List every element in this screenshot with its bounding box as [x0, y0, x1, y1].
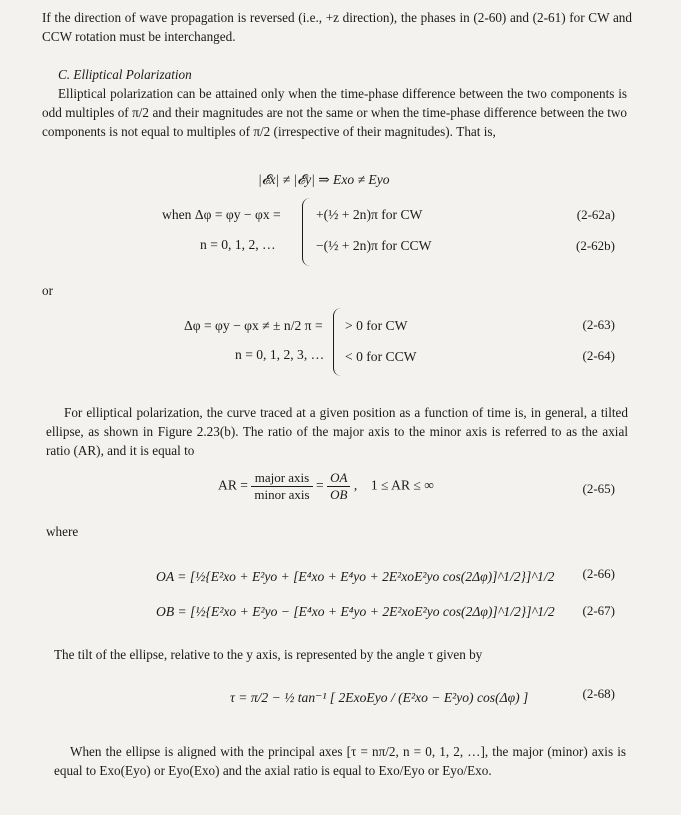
eq65	[218, 470, 434, 503]
eq65-num-oa: OA	[327, 470, 350, 487]
eq62-lhs-line2: n = 0, 1, 2, …	[200, 237, 276, 252]
eq64-rhs: < 0 for CCW	[345, 349, 417, 364]
eq63-number: (2-63)	[582, 317, 615, 332]
eq62-brace	[302, 198, 313, 266]
axial-ratio-paragraph: For elliptical polarization, the curve traced at a given position as a function of time is, in general, a tilted ellipse, as shown in Figure 2.23(b). The ratio of the major axis to the minor axis is referred to as the axial ratio (AR), and it is equal to	[46, 405, 628, 458]
intro-paragraph: If the direction of wave propagation is reversed (i.e., +z direction), the phases in (2-60) and (2-61) for CW and CCW rotation must be interchanged.	[42, 10, 632, 44]
section-heading: C. Elliptical Polarization	[58, 67, 192, 82]
eq65-comma: ,	[353, 477, 368, 493]
eq63-lhs-line1: Δφ = φy − φx ≠ ± n/2 π =	[184, 318, 323, 333]
eq68-number: (2-68)	[582, 686, 615, 701]
eq62-lhs-line1: when Δφ = φy − φx =	[162, 207, 281, 222]
eq65-den-minor: minor axis	[254, 487, 310, 502]
eq65-den-ob: OB	[330, 487, 348, 502]
eq65-frac-words	[251, 470, 312, 503]
eq62b-number: (2-62b)	[576, 238, 615, 253]
final-paragraph: When the ellipse is aligned with the principal axes [τ = nπ/2, n = 0, 1, 2, …], the major (minor) axis is equal to Exo(Eyo) or Eyo(Exo) and the axial ratio is equal to Exo/Eyo or Eyo/Exo.	[54, 744, 626, 778]
tilt-paragraph: The tilt of the ellipse, relative to the y axis, is represented by the angle τ given by	[54, 647, 483, 662]
eq65-range: 1 ≤ AR ≤ ∞	[370, 477, 434, 493]
eq65-equals: =	[316, 477, 324, 493]
eq67: OB = [½{E²xo + E²yo − [E⁴xo + E⁴yo + 2E²xoE²yo cos(2Δφ)]^1/2}]^1/2	[156, 604, 555, 619]
eq65-num-major: major axis	[251, 470, 312, 487]
where-label: where	[46, 524, 79, 539]
section-paragraph: Elliptical polarization can be attained only when the time-phase difference between the two components is odd multiples of π/2 and their magnitudes are not the same or when the time-phase difference between the two components is not equal to multiples of π/2 (irrespective of their magnitudes). That is,	[42, 86, 627, 139]
eq62a-number: (2-62a)	[576, 207, 615, 222]
eq66: OA = [½{E²xo + E²yo + [E⁴xo + E⁴yo + 2E²xoE²yo cos(2Δφ)]^1/2}]^1/2	[156, 569, 555, 584]
eq64-number: (2-64)	[582, 348, 615, 363]
or-label: or	[42, 283, 53, 298]
eq68: τ = π/2 − ½ tan⁻¹ [ 2ExoEyo / (E²xo − E²yo) cos(Δφ) ]	[230, 690, 529, 705]
eq65-frac-oa-ob	[327, 470, 350, 503]
eq65-number: (2-65)	[582, 481, 615, 496]
eq63-rhs: > 0 for CW	[345, 318, 408, 333]
eq63-brace	[333, 308, 344, 376]
eq65-lhs: AR =	[218, 477, 248, 493]
eq66-number: (2-66)	[582, 566, 615, 581]
eq67-number: (2-67)	[582, 603, 615, 618]
magnitude-inequality: |𝓔x| ≠ |𝓔y| ⇒ Exo ≠ Eyo	[258, 172, 390, 187]
eq62b-rhs: −(½ + 2n)π for CCW	[316, 238, 432, 253]
eq63-lhs-line2: n = 0, 1, 2, 3, …	[235, 347, 325, 362]
eq62a-rhs: +(½ + 2n)π for CW	[316, 207, 423, 222]
